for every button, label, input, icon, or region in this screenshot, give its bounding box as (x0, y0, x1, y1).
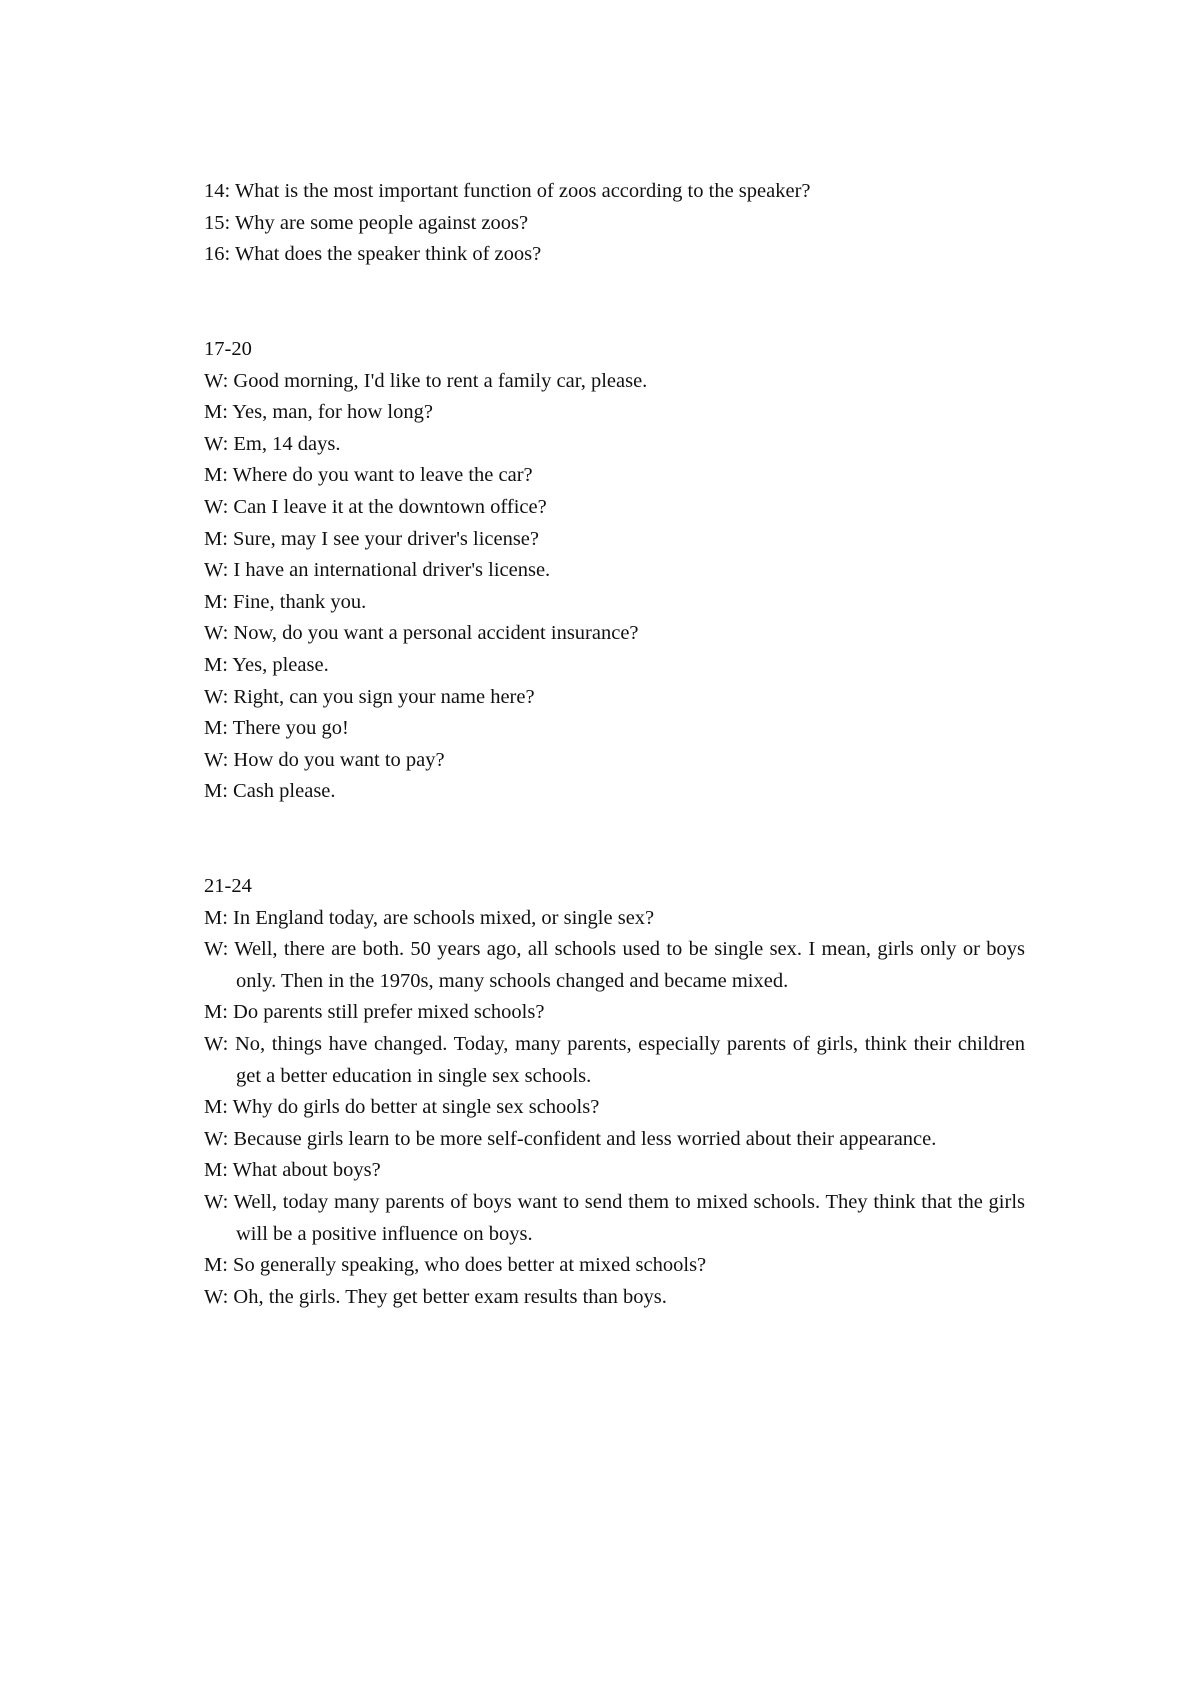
dialogue-paragraph: W: Well, today many parents of boys want to send them to mixed schools. They think that the girls will be a positive influence on boys. (204, 1191, 1025, 1245)
dialogue-line: M: Sure, may I see your driver's license? (204, 527, 540, 550)
dialogue-line: W: Now, do you want a personal accident insurance? (204, 622, 639, 645)
dialogue-line: M: Do parents still prefer mixed schools? (204, 1001, 545, 1024)
dialogue-line: W: Right, can you sign your name here? (204, 685, 535, 708)
dialogue-line: W: Oh, the girls. They get better exam results than boys. (204, 1285, 667, 1308)
dialogue-line: M: In England today, are schools mixed, or single sex? (204, 906, 655, 929)
section-heading: 21-24 (204, 875, 252, 898)
dialogue-line: M: Why do girls do better at single sex schools? (204, 1096, 600, 1119)
dialogue-line: W: Because girls learn to be more self-confident and less worried about their appearance. (204, 1127, 937, 1150)
dialogue-paragraph: W: No, things have changed. Today, many parents, especially parents of girls, think their children get a better education in single sex schools. (204, 1033, 1025, 1087)
question-14: 14: What is the most important function of zoos according to the speaker? (204, 180, 811, 202)
dialogue-line: M: Yes, please. (204, 653, 329, 676)
dialogue-line: W: Good morning, I'd like to rent a family car, please. (204, 369, 648, 392)
section-heading: 17-20 (204, 337, 252, 360)
dialogue-line: W: Em, 14 days. (204, 432, 341, 455)
dialogue-line: M: Where do you want to leave the car? (204, 464, 533, 487)
question-16: 16: What does the speaker think of zoos? (204, 243, 542, 266)
dialogue-line: M: There you go! (204, 717, 349, 740)
questions-list (204, 176, 1025, 271)
dialogue-line: M: So generally speaking, who does better at mixed schools? (204, 1254, 707, 1277)
dialogue-line: M: What about boys? (204, 1159, 381, 1182)
section-21-24 (204, 871, 1025, 1313)
section-spacer (204, 808, 1025, 871)
dialogue-line: M: Fine, thank you. (204, 590, 367, 613)
dialogue-line: W: I have an international driver's license. (204, 559, 551, 582)
question-15: 15: Why are some people against zoos? (204, 211, 529, 234)
section-17-20 (204, 334, 1025, 808)
dialogue-line: W: Can I leave it at the downtown office? (204, 495, 547, 518)
dialogue-line: M: Cash please. (204, 780, 336, 803)
dialogue-line: W: How do you want to pay? (204, 748, 445, 771)
dialogue-paragraph: W: Well, there are both. 50 years ago, all schools used to be single sex. I mean, girls only or boys only. Then in the 1970s, many schools changed and became mixed. (204, 938, 1025, 992)
transcript-body (204, 176, 1025, 1313)
section-spacer (204, 271, 1025, 334)
dialogue-line: M: Yes, man, for how long? (204, 401, 433, 424)
